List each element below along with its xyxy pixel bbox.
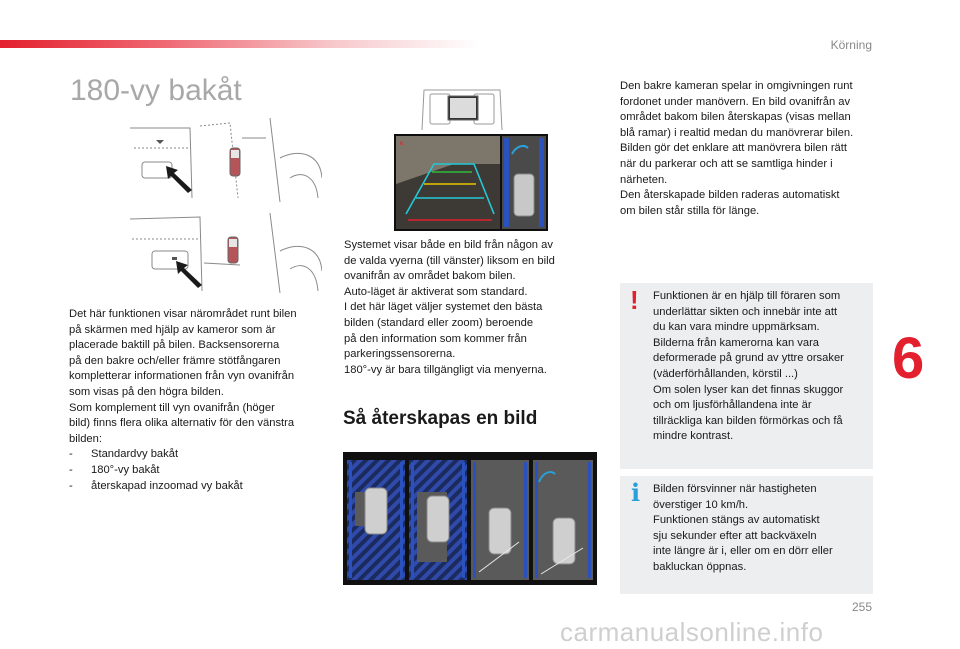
view-options-list — [69, 447, 319, 494]
list-item — [69, 447, 319, 463]
warning-icon: ! — [630, 285, 639, 315]
intro-line: som visas på den högra bilden. — [69, 385, 224, 398]
chapter-number: 6 — [892, 326, 925, 391]
info-icon: i — [631, 478, 641, 507]
body-line: I det här läget väljer systemet den bästa — [344, 301, 543, 314]
image-reconstruction-illustration — [343, 452, 597, 585]
body-line: Den bakre kameran spelar in omgivningen runt — [620, 80, 853, 92]
info-line: inte längre är i, eller om en dörr eller — [653, 545, 833, 558]
van-rear-drawing-top — [130, 118, 322, 204]
intro-line: Det här funktionen visar närområdet runt bilen — [69, 308, 297, 320]
intro-line: bilden: — [69, 432, 102, 445]
middle-column-text — [344, 238, 584, 378]
warning-line: och om ljusförhållandena inte är — [653, 399, 812, 412]
camera-split-view-drawing — [394, 134, 548, 231]
pointer-arrow-icon — [164, 164, 204, 194]
info-text — [653, 482, 868, 576]
section-subheading: Så återskapas en bild — [343, 408, 538, 429]
list-item-text: återskapad inzoomad vy bakåt — [91, 479, 243, 492]
warning-line: Om solen lyser kan det finnas skuggor — [653, 383, 844, 396]
list-item-text: 180°-vy bakåt — [91, 463, 160, 476]
camera-location-illustration-top — [130, 118, 322, 204]
warning-line: mindre kontrast. — [653, 430, 734, 443]
right-column-text — [620, 79, 876, 219]
list-item-text: Standardvy bakåt — [91, 448, 179, 461]
info-line: sju sekunder efter att backväxeln — [653, 529, 817, 542]
body-line: blå ramar) i realtid medan du manövrerar bilen. — [620, 126, 854, 139]
pointer-arrow-icon — [174, 259, 214, 289]
warning-line: du kan vara mindre uppmärksam. — [653, 321, 820, 334]
body-line: Auto-läget är aktiverat som standard. — [344, 285, 528, 298]
body-line: fordonet under manövern. En bild ovanifrån av — [620, 95, 851, 108]
body-line: Den återskapade bilden raderas automatiskt — [620, 189, 840, 202]
left-column-text — [69, 307, 319, 494]
warning-line: deformerade på grund av yttre orsaker — [653, 352, 844, 365]
intro-line: kompletterar informationen från vyn ovanifrån — [69, 370, 295, 383]
info-line: Bilden försvinner när hastigheten — [653, 483, 817, 495]
header-accent-bar — [0, 40, 480, 48]
page-number: 255 — [851, 600, 872, 614]
intro-line: på den bakre och/eller främre stötfångaren — [69, 354, 281, 367]
body-line: bilden (standard eller zoom) beroende — [344, 316, 534, 329]
infotainment-screen-illustration — [420, 86, 504, 132]
warning-line: underlättar sikten och innebär inte att — [653, 305, 838, 318]
list-dash: - — [69, 479, 73, 492]
svg-text:×: × — [399, 139, 404, 148]
info-callout — [620, 476, 873, 594]
warning-text — [653, 289, 868, 445]
list-item — [69, 479, 319, 495]
van-rear-drawing-bottom — [130, 213, 322, 295]
body-line: Systemet visar både en bild från någon av — [344, 239, 553, 251]
warning-line: Bilderna från kamerorna kan vara — [653, 336, 820, 349]
info-line: Funktionen stängs av automatiskt — [653, 514, 820, 527]
warning-line: (väderförhållanden, körstil ...) — [653, 367, 798, 380]
body-line: om bilen står stilla för länge. — [620, 204, 760, 217]
info-line: överstiger 10 km/h. — [653, 498, 749, 511]
dashboard-screen-drawing — [420, 86, 504, 132]
body-line: ovanifrån av området bakom bilen. — [344, 270, 516, 283]
reconstruction-sequence-drawing — [343, 452, 597, 585]
info-line: bakluckan öppnas. — [653, 560, 747, 573]
camera-location-illustration-bottom — [130, 213, 322, 295]
body-line: på den information som kommer från — [344, 332, 527, 345]
body-line: när du parkerar och att se samtliga hinder i — [620, 157, 833, 170]
warning-line: tillräckliga kan bilden förmörkas och få — [653, 414, 843, 427]
page-title: 180-vy bakåt — [70, 74, 242, 107]
body-line: området bakom bilen återskapas (visas mellan — [620, 111, 851, 124]
intro-line: Som komplement till vyn ovanifrån (höger — [69, 401, 275, 414]
intro-line: bild) finns flera olika alternativ för den vänstra — [69, 417, 295, 430]
intro-line: på skärmen med hjälp av kameror som är — [69, 323, 276, 336]
watermark: carmanualsonline.info — [560, 617, 824, 647]
section-label: Körning — [830, 38, 872, 52]
list-dash: - — [69, 463, 73, 476]
warning-line: Funktionen är en hjälp till föraren som — [653, 290, 841, 302]
intro-line: placerade baktill på bilen. Backsensorerna — [69, 339, 280, 352]
list-item — [69, 463, 319, 479]
body-line: Bilden gör det enklare att manövrera bilen rätt — [620, 142, 847, 155]
body-line: parkeringssensorerna. — [344, 348, 456, 361]
warning-callout — [620, 283, 873, 469]
body-line: närheten. — [620, 173, 668, 186]
list-dash: - — [69, 448, 73, 461]
camera-split-view-illustration — [394, 134, 548, 231]
body-line: 180°-vy är bara tillgängligt via menyerna. — [344, 363, 547, 376]
body-line: de valda vyerna (till vänster) liksom en bild — [344, 254, 555, 267]
